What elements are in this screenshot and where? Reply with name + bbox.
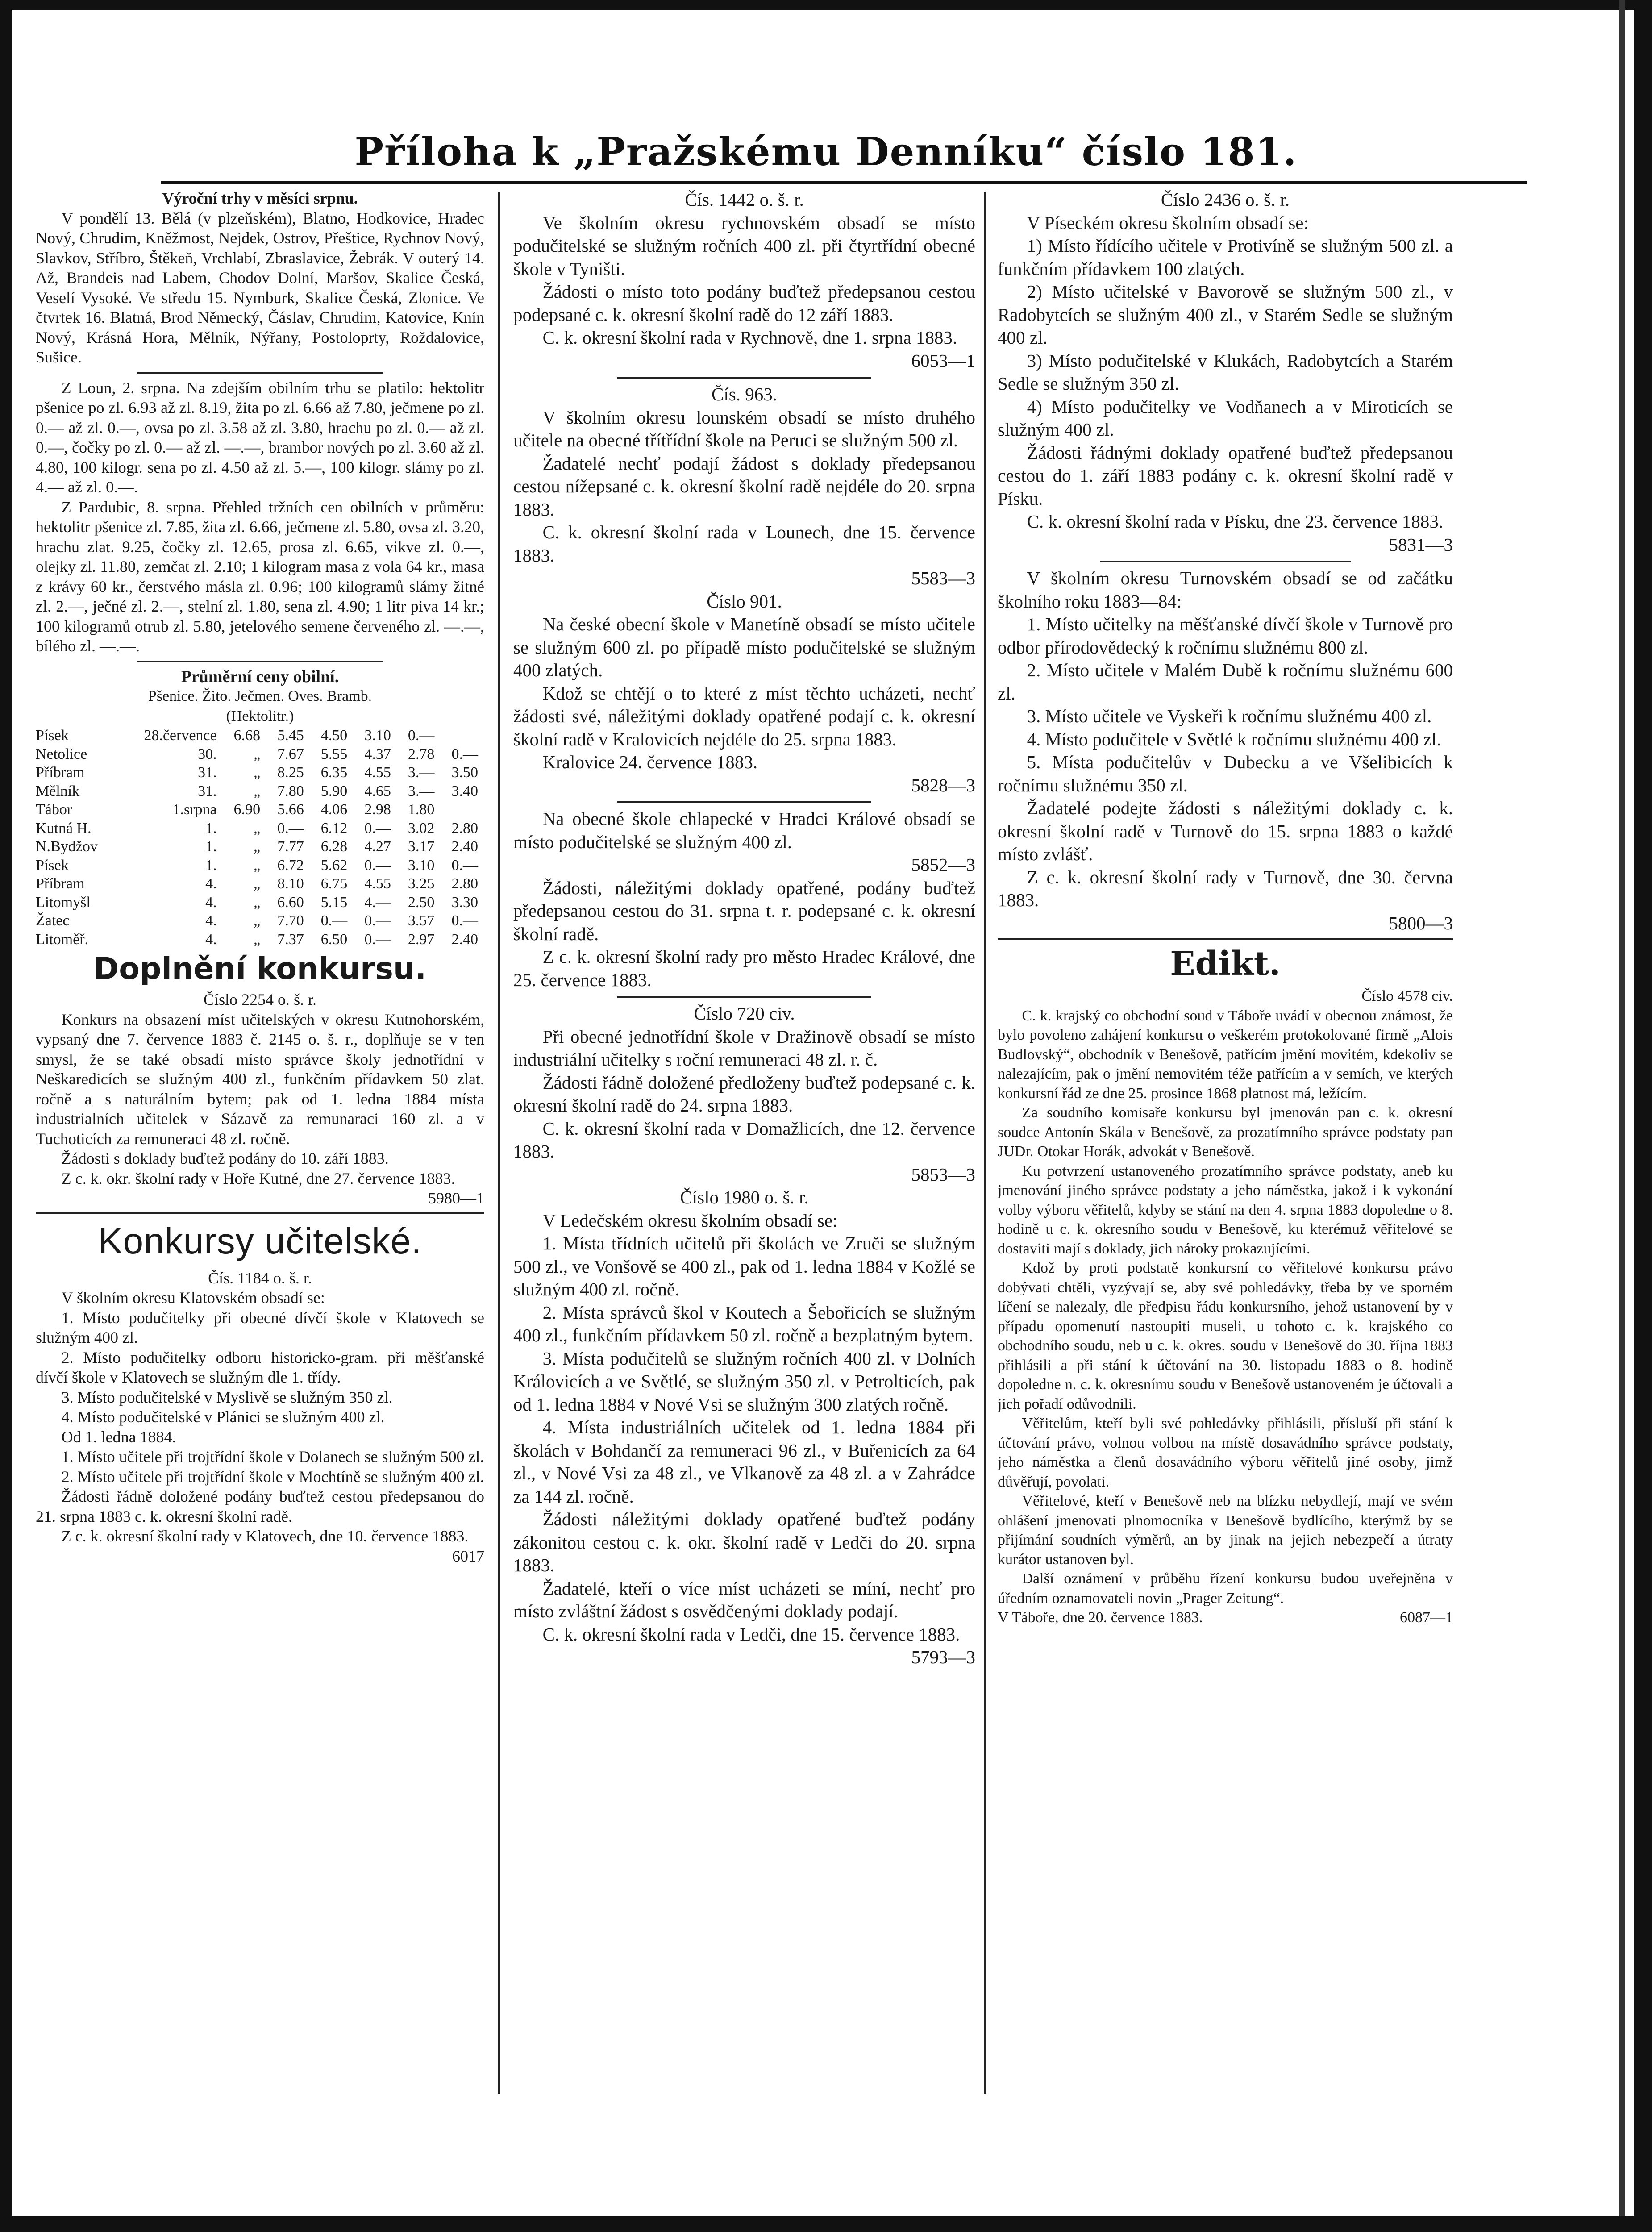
price-cell: 1.80 [408,801,435,818]
price-town: N.Bydžov [36,838,98,855]
price-cell: 7.70 [277,912,304,929]
price-cell: 5.15 [320,894,348,911]
notice-text: Žadatelé nechť podají žádost s doklady předepsanou cestou nížepsané c. k. okresní školní radě nejdéle do 20. srpna 1883. [513,453,975,520]
price-cell: „ [254,820,261,837]
notice-number: Číslo 4578 civ. [1361,988,1453,1004]
pardubice-prices: Z Pardubic, 8. srpna. Přehled tržních cen obilních v průměru: hektolitr pšenice zl. 7.85, žita zl. 6.66, ječmene zl. 5.80, ovsa zl. 3.20, hrachu zlat. 9.25, čočky zl. 12.65, prosa zl. 6.65, vikve zl. 0.—, olejky zl. 11.80, zemčat zl. 2.10; 1 kilogram masa z vola 64 kr., masa z krávy 60 kr., čerstvého másla zl. 0.96; 100 kilogramů slámy žitné zl. 2.—, ječné zl. 2.—, stelní zl. 1.80, sena zl. 4.90; 1 litr piva 14 kr.; 100 kilogramů otrub zl. 5.80, jetelového semene červeného zl. —.—, bílého zl. —.—. [36,498,484,655]
price-cell: 4. [205,875,217,892]
price-cell: „ [254,764,261,781]
price-cell: 6.28 [320,838,348,855]
price-town: Písek [36,857,69,874]
price-cell: 28.července [144,727,217,744]
separator [137,372,383,374]
notice-code: 6017 [452,1547,484,1565]
price-cell: 3.50 [451,764,478,781]
notice-signature: Z c. k. okr. školní rady v Hoře Kutné, dne 27. července 1883. [61,1169,455,1187]
price-cell: 3.30 [451,894,478,911]
price-cell: 1. [205,857,217,874]
notice-code: 5831—3 [1389,534,1453,555]
notice-text: Kdož se chtějí o to které z míst těchto ucházeti, nechť žádosti své, náležitými doklady opatřené podají c. k. okresní školní radě v Kralovicích nejdéle do 25. srpna 1883. [513,683,975,750]
section-title-edikt: Edikt. [1170,945,1281,983]
price-row [36,782,484,801]
price-cell: 4. [205,912,217,929]
notice-code: 5800—3 [1389,912,1453,933]
price-cell: 4.— [364,894,391,911]
markets-text: V pondělí 13. Bělá (v plzeňském), Blatno, Hodkovice, Hradec Nový, Chrudim, Kněžmost, Nejdek, Ostrov, Přeštice, Rychnov Nový, Slavkov, Stříbro, Štěkeň, Vrchlabí, Zbraslavice, Žebrák. V outerý 14. Až, Brandeis nad Labem, Chodov Dolní, Maršov, Skalice Česká, Veselí Vysoké. Ve středu 15. Nymburk, Skalice Česká, Zlonice. Ve čtvrtek 16. Blatná, Brod Německý, Čáslav, Chrudim, Katovice, Knín Nový, Krásná Hora, Mělník, Nýřany, Postoloprty, Roždalovice, Sušice. [36,209,484,366]
price-town: Písek [36,727,69,744]
notice-text: Na obecné škole chlapecké v Hradci Králové obsadí se místo podučitelské se služným 400 zl. [513,808,975,852]
notice-line: 1. Místo podučitelky při obecné dívčí škole v Klatovech se služným 400 zl. [36,1308,484,1346]
price-cell: 6.12 [320,820,348,837]
prices-table-unit: (Hektolitr.) [226,708,294,725]
notice-text: Žádosti s doklady buďtež podány do 10. září 1883. [61,1149,389,1167]
price-cell: 6.90 [233,801,261,818]
notice-number: Číslo 2254 o. š. r. [203,991,317,1008]
notice-line: 4. Místa industriálních učitelek od 1. ledna 1884 při školách v Bohdančí za remuneraci 96 zl., v Buřenicích za 64 zl., v Nové Vsi za 48 zl., ve Vlkanově za 48 zl. a v Zahrádce za 144 zl. ročně. [513,1417,975,1507]
price-cell: 6.50 [320,931,348,948]
notice-line: 3) Místo podučitelské v Klukách, Radobytcích a Starém Sedle se služným 350 zl. [998,350,1453,394]
price-cell: „ [254,931,261,948]
notice-line: 2. Místo učitele při trojtřídní škole v Mochtíně se služným 400 zl. [61,1467,484,1486]
prices-table-title: Průměrní ceny obilní. [181,667,339,686]
edikt-paragraph: Věřitelům, kteří byli své pohledávky přihlásili, přísluší při stání k účtování právo, volnou volbou na místě dosavádního správce podstaty, jeho náměstka a členů dosavádního výboru věřitelů jiné osoby, jimž důvěřují, povolati. [998,1415,1453,1490]
price-row [36,726,484,745]
price-row [36,856,484,875]
notice-2436-body [998,212,1453,511]
price-cell: 1. [205,838,217,855]
price-town: Žatec [36,912,70,929]
separator [998,938,1453,940]
notice-text: Žádosti o místo toto podány buďtež předepsanou cestou podepsané c. k. okresní školní radě do 12 září 1883. [513,281,975,325]
price-cell: 5.90 [320,783,348,800]
price-cell: 30. [198,745,217,762]
price-town: Tábor [36,801,72,818]
separator [617,996,871,998]
price-row [36,893,484,912]
price-cell: 1. [205,820,217,837]
section-title-konkursy: Konkursy učitelské. [98,1220,422,1262]
price-town: Příbram [36,764,85,781]
price-cell: 3.— [408,783,435,800]
notice-line: V Píseckém okresu školním obsadí se: [1027,212,1309,233]
notice-line: 5. Místa podučitelův v Dubecku a ve Všelibicích k ročnímu služnému 350 zl. [998,752,1453,795]
grain-prices-table [36,726,484,949]
price-cell: 0.— [364,857,391,874]
price-cell: 4.27 [364,838,391,855]
notice-line: Žádosti náležitými doklady opatřené buďtež podány zákonitou cestou c. k. okr. školní radě v Ledči do 20. srpna 1883. [513,1509,975,1575]
notice-number: Číslo 1980 o. š. r. [680,1187,809,1208]
notice-line: Od 1. ledna 1884. [61,1428,176,1446]
price-cell: 0.— [364,912,391,929]
price-cell: 6.35 [320,764,348,781]
price-cell: 7.80 [277,783,304,800]
notice-text: Žádosti řádně doložené předloženy buďtež podepsané c. k. okresní školní radě do 24. srpna 1883. [513,1072,975,1116]
edikt-paragraph: Další oznámení v průběhu řízení konkursu budou uveřejněna v úředním oznamovateli novin „Prager Zeitung“. [998,1570,1453,1607]
notice-text: Žádosti, náležitými doklady opatřené, podány buďtež předepsanou cestou do 31. srpna t. r. podepsané c. k. okresní školní radě. [513,877,975,944]
separator [36,1212,484,1214]
price-town: Litoměř. [36,931,89,948]
notice-line: V školním okresu Klatovském obsadí se: [61,1289,325,1307]
price-cell: 4.55 [364,764,391,781]
section-title-doplneni: Doplnění konkursu. [93,951,427,987]
notice-line: 4. Místo podučitele v Světlé k ročnímu služnému 400 zl. [1027,729,1441,750]
price-town: Netolice [36,745,87,762]
notice-signature: C. k. okresní školní rada v Domažlicích, dne 12. července 1883. [513,1118,975,1162]
price-cell: 6.68 [233,727,261,744]
price-cell: 0.— [451,745,478,762]
prices-table-head: Pšenice. Žito. Ječmen. Oves. Bramb. [148,688,372,704]
header-rule [161,181,1527,184]
notice-line: 4. Místo podučitelské v Plánici se služným 400 zl. [61,1408,385,1426]
price-cell: 3.02 [408,820,435,837]
column-divider-2 [984,192,986,2094]
notice-1980-body [513,1209,975,1623]
notice-signature: V Táboře, dne 20. července 1883. [998,1609,1203,1626]
notice-text: Ve školním okresu rychnovském obsadí se místo podučitelské se služným ročních 400 zl. při čtyrtřídní obecné škole v Tyništi. [513,212,975,279]
price-cell: 0.— [451,857,478,874]
price-row [36,837,484,856]
price-cell: 4.37 [364,745,391,762]
price-row [36,745,484,764]
notice-1184-body [36,1288,484,1526]
markets-title: Výroční trhy v měsíci srpnu. [162,189,358,207]
edikt-paragraph: Věřitelové, kteří v Benešově neb na blízku nebydlejí, mají ve svém ohlášení jmenovati plnomocníka v Benešově bydlícího, kterýmž by se přijímání soudních výměrů, an by jinak na jejich nebezpečí a útraty kurátor ustanoven byl. [998,1493,1453,1568]
price-cell: 4.55 [364,875,391,892]
price-cell: „ [254,783,261,800]
notice-code: 5852—3 [911,854,975,875]
notice-line: 1) Místo řídícího učitele v Protivíně se služným 500 zl. a funkčním přídavkem 100 zlatých. [998,235,1453,279]
notice-signature: Z c. k. okresní školní rady v Klatovech, dne 10. července 1883. [61,1527,469,1545]
price-cell: 7.37 [277,931,304,948]
notice-line: 1. Místo učitele při trojtřídní škole v Dolanech se služným 500 zl. [61,1448,484,1466]
price-cell: 3.10 [364,727,391,744]
scan-edge-right [1634,0,1652,2232]
louny-prices: Z Loun, 2. srpna. Na zdejším obilním trhu se platilo: hektolitr pšenice po zl. 6.93 až zl. 8.19, žita po zl. 6.66 až 7.80, ječmene po zl. 0.— až zl. 0.—, ovsa po zl. 3.58 až zl. 3.80, hrachu po zl. 0.— až zl. 0.—, čočky po zl. 0.— až zl. —.—, brambor nových po zl. 3.60 až zl. 4.80, 100 kilogr. sena po zl. 4.50 až zl. 5.—, 100 kilogr. slámy po zl. 4.— až zl. 0.—. [36,379,484,496]
price-cell: 5.66 [277,801,304,818]
notice-signature: C. k. okresní školní rada v Ledči, dne 15. července 1883. [542,1624,960,1645]
notice-number: Čís. 963. [712,384,777,404]
price-cell: 4. [205,894,217,911]
notice-line: 1. Místo učitelky na měšťanské dívčí škole v Turnově pro odbor přírodovědecký k ročnímu služnému 800 zl. [998,614,1453,658]
price-cell: 6.72 [277,857,304,874]
notice-signature: C. k. okresní školní rada v Lounech, dne 15. července 1883. [513,522,975,566]
column-2 [513,188,975,2161]
notice-line: 2) Místo učitelské v Bavorově se služným 500 zl., v Radobytcích se služným 400 zl., v Starém Sedle se služným 400 zl. [998,281,1453,348]
notice-code: 5828—3 [911,775,975,795]
column-divider-1 [498,192,500,2094]
price-town: Litomyšl [36,894,91,911]
notice-signature: Z c. k. okresní školní rady pro město Hradec Králové, dne 25. července 1883. [513,946,975,990]
price-row [36,930,484,949]
notice-line: 1. Místa třídních učitelů při školách ve Zruči se služným 500 zl., ve Vonšově se 400 zl., pak od 1. ledna 1884 v Kožlé se služným 400 zl. ročně. [513,1233,975,1299]
price-cell: 2.80 [451,875,478,892]
price-cell: 1.srpna [172,801,217,818]
price-row [36,800,484,819]
price-cell: 5.55 [320,745,348,762]
price-cell: 6.75 [320,875,348,892]
price-cell: 0.— [277,820,304,837]
notice-line: 2. Místo podučitelky odboru historicko-gram. při měšťanské dívčí škole v Klatovech se služným dle 1. třídy. [36,1348,484,1386]
price-cell: 4.50 [320,727,348,744]
price-cell: 6.60 [277,894,304,911]
notice-line: 3. Místa podučitelů se služným ročních 400 zl. v Dolních Královicích a ve Světlé, se služným 350 zl. v Petrolticích, pak od 1. ledna 1884 v Nové Vsi se služným 300 zlatých ročně. [513,1348,975,1415]
notice-line: V školním okresu Turnovském obsadí se od začátku školního roku 1883—84: [998,568,1453,612]
price-cell: 5.45 [277,727,304,744]
price-town: Kutná H. [36,820,92,837]
notice-line: 2. Místo učitele v Malém Dubě k ročnímu služnému 600 zl. [998,660,1453,704]
price-cell: 2.40 [451,838,478,855]
notice-code: 6087—1 [1400,1609,1453,1626]
notice-text: V školním okresu lounském obsadí se místo druhého učitele na obecné třítřídní škole na Peruci se služným 500 zl. [513,407,975,450]
notice-signature: Z c. k. okresní školní rady v Turnově, dne 30. června 1883. [998,866,1453,910]
price-cell: „ [254,745,261,762]
price-cell: 31. [198,783,217,800]
notice-code: 5980—1 [428,1189,484,1207]
price-cell: 8.25 [277,764,304,781]
separator [1100,561,1351,562]
price-cell: 3.— [408,764,435,781]
price-cell: „ [254,857,261,874]
price-cell: „ [254,912,261,929]
price-cell: „ [254,838,261,855]
edikt-paragraph: Za soudního komisaře konkursu byl jmenován pan c. k. okresní soudce Antonín Skála v Benešově, za prozatímního správce podstaty pan JUDr. Otokar Horák, advokát v Benešově. [998,1104,1453,1160]
separator [137,661,383,662]
price-cell: 4. [205,931,217,948]
price-cell: „ [254,875,261,892]
notice-line: 3. Místo učitele ve Vyskeři k ročnímu služnému 400 zl. [1027,706,1432,726]
price-cell: 4.65 [364,783,391,800]
price-cell: 0.— [451,912,478,929]
price-cell: 2.80 [451,820,478,837]
edikt-paragraph: C. k. krajský co obchodní soud v Táboře uvádí v obecnou známost, že bylo povoleno zahájení konkursu o veškerém protokolované firmě „Alois Budlovský“, obchodník v Benešově, patřícím jmění movitém, kdekoliv se nalezajícím, pak o jmění nemovitém téže patřícím a v semích, ve kterých konkursní řád ze dne 25. prosince 1868 platnost má, ležícím. [998,1007,1453,1102]
notice-turnov-body [998,567,1453,866]
notice-signature: C. k. okresní školní rada v Písku, dne 23. července 1883. [1027,511,1444,532]
edikt-footer [998,1608,1453,1628]
price-cell: 2.40 [451,931,478,948]
price-row [36,819,484,838]
notice-text: Konkurs na obsazení míst učitelských v okresu Kutnohorském, vypsaný dne 7. července 1883 č. 2145 o. š. r., doplňuje se v ten smysl, že se také obsadí místo správce školy jednotřídní v Neškaredicích se služným 400 zl., funkčním přídavkem 50 zlat. ročně a s naturálním bytem; pak od 1. ledna 1884 místa industrialních učitelek v Sázavě za remunaraci 160 zl. a v Tuchoticích za remuneraci 48 zl. ročně. [36,1010,484,1148]
scan-edge-right-inner [1619,0,1625,2232]
edikt-paragraph: Kdož by proti podstatě konkursní co věřitelové konkursu právo dobývati chtěli, vyzývají se, aby své pohledávky, třeba by ve sporném líčení se nalezaly, dle předpisu řádu konkursního, jehož ustanovení by v případu opomenutí nastoupiti museli, u tohoto c. k. krajského co obchodního soudu, neb u c. k. okres. soudu v Benešově do 30. října 1883 přihlásili a při stání k účtování na 30. listopadu 1883 o 8. hodině dopoledne n. c. k. okresnímu soudu v Benešově ustanoveném je účtovali a jich pořadí odůvodnili. [998,1260,1453,1412]
scan-edge-bottom [0,2216,1652,2232]
separator [617,377,871,379]
scan-edge-top [0,0,1652,10]
notice-text: Při obecné jednotřídní škole v Dražinově obsadí se místo industriální učitelky s roční remuneraci 48 zl. r. č. [513,1026,975,1070]
price-cell: 3.10 [408,857,435,874]
price-cell: 0.— [320,912,348,929]
notice-line: Žádosti řádně doložené podány buďtež cestou předepsanou do 21. srpna 1883 c. k. okresní školní radě. [36,1487,484,1525]
notice-number: Číslo 2436 o. š. r. [1161,189,1290,210]
scan-edge-left [0,0,12,2232]
column-3 [998,188,1453,2161]
notice-code: 5853—3 [911,1164,975,1185]
page-header-title: Příloha k „Pražskému Denníku“ číslo 181. [354,129,1298,175]
price-cell: 2.98 [364,801,391,818]
notice-number: Číslo 901. [707,591,782,612]
notice-line: 3. Místo podučitelské v Myslivě se služným 350 zl. [61,1388,393,1406]
notice-number: Čís. 1184 o. š. r. [208,1269,312,1287]
notice-code: 5793—3 [911,1647,975,1667]
price-town: Mělník [36,783,80,800]
price-cell: 3.40 [451,783,478,800]
price-cell: 3.57 [408,912,435,929]
column-1 [36,188,484,2161]
price-cell: 4.06 [320,801,348,818]
price-cell: „ [254,894,261,911]
edikt-body [998,987,1453,1628]
price-row [36,874,484,893]
notice-line: Žadatelé podejte žádosti s náležitými doklady c. k. okresní školní radě v Turnově do 15. srpna 1883 o každé místo zvlášť. [998,798,1453,864]
price-cell: 2.97 [408,931,435,948]
notice-signature: C. k. okresní školní rada v Rychnově, dne 1. srpna 1883. [542,327,957,348]
price-cell: 3.17 [408,838,435,855]
notice-signature: Kralovice 24. července 1883. [542,752,758,772]
price-cell: 0.— [364,931,391,948]
notice-line: V Ledečském okresu školním obsadí se: [542,1210,838,1231]
edikt-paragraph: Ku potvrzení ustanoveného prozatímního správce podstaty, aneb ku jmenování jiného správce podstaty a jeho náměstka, jakož i k vykonání volby výboru věřitelů, kdyby se stání na den 4. srpna 1883 dopoledne o 8. hodině u c. k. okresního soudu v Benešově, ku kterémuž věřitelové se dostaviti mají s doklady, jich nároky prokazujícími. [998,1162,1453,1257]
notice-line: 2. Místa správců škol v Koutech a Šebořicích se služným 400 zl., funkčním přídavkem 50 zl. ročně a bezplatným bytem. [513,1302,975,1345]
notice-line: Žadatelé, kteří o více míst ucházeti se míní, nechť pro místo zvláštní žádost s osvědčenými doklady podají. [513,1578,975,1621]
notice-code: 5583—3 [911,568,975,588]
price-cell: 31. [198,764,217,781]
price-cell: 8.10 [277,875,304,892]
price-row [36,912,484,930]
price-town: Příbram [36,875,85,892]
separator [617,801,871,803]
notice-number: Číslo 720 civ. [694,1003,795,1024]
notice-number: Čís. 1442 o. š. r. [685,189,804,210]
notice-line: 4) Místo podučitelky ve Vodňanech a v Miroticích se služným 400 zl. [998,396,1453,440]
price-row [36,763,484,782]
price-cell: 0.— [364,820,391,837]
price-cell: 2.50 [408,894,435,911]
price-cell: 2.78 [408,745,435,762]
price-cell: 0.— [408,727,435,744]
price-cell: 3.25 [408,875,435,892]
price-cell: 7.77 [277,838,304,855]
notice-text: Na české obecní škole v Manetíně obsadí se místo učitele se služným 600 zl. po případě místo podučitelské se služným 400 zlatých. [513,614,975,680]
price-cell: 7.67 [277,745,304,762]
notice-code: 6053—1 [911,350,975,371]
price-cell: 5.62 [320,857,348,874]
notice-line: Žádosti řádnými doklady opatřené buďtež předepsanou cestou do 1. září 1883 podány c. k. okresní školní radě v Písku. [998,442,1453,509]
